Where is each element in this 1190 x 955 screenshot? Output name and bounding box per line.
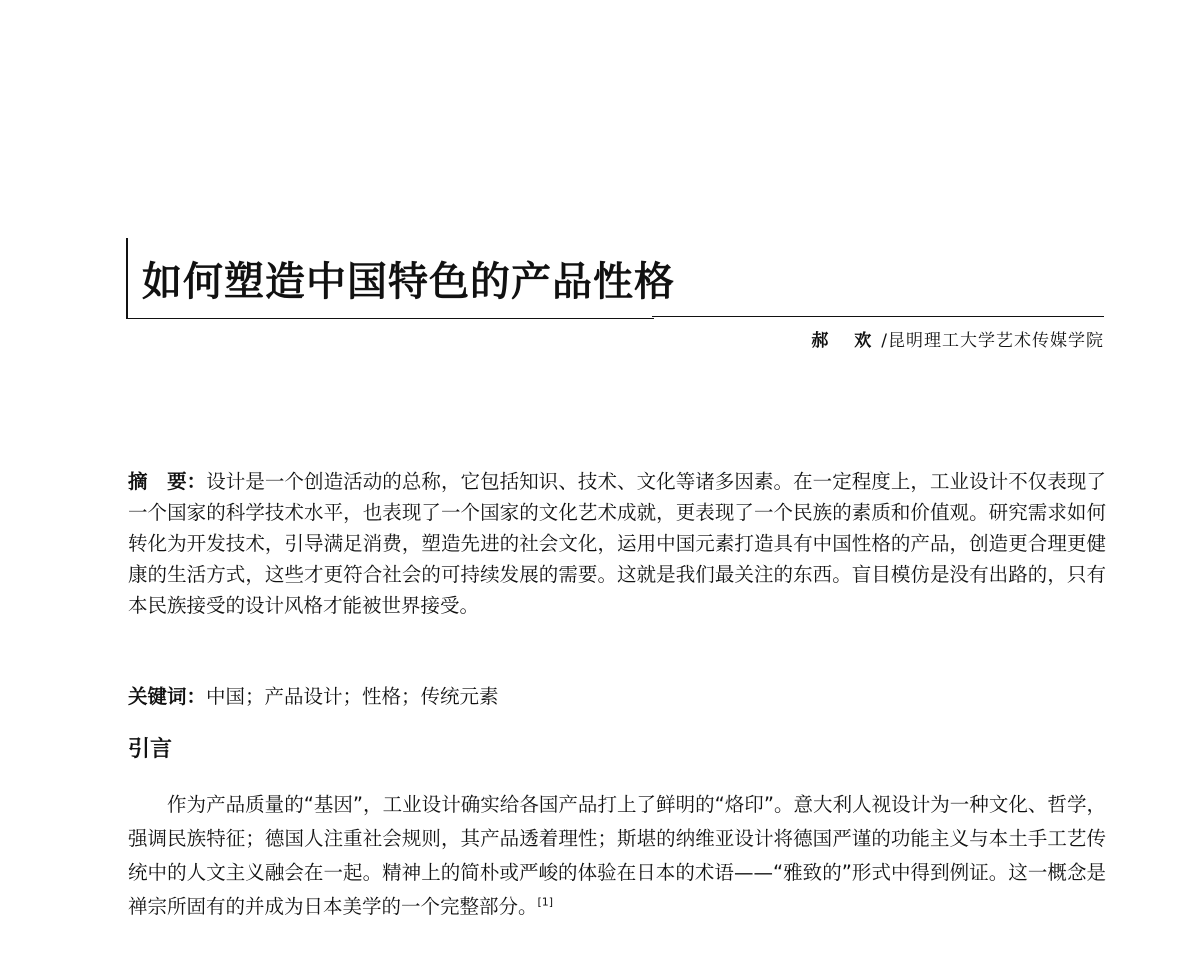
keywords bbox=[128, 681, 499, 712]
author-affiliation: /昆明理工大学艺术传媒学院 bbox=[881, 331, 1104, 351]
abstract bbox=[128, 466, 1106, 621]
title-rule bbox=[652, 316, 1104, 317]
intro-paragraph bbox=[128, 788, 1106, 924]
keywords-text: 中国；产品设计；性格；传统元素 bbox=[206, 685, 499, 708]
citation-marker[interactable]: [1] bbox=[537, 895, 554, 909]
author-line bbox=[811, 328, 1104, 354]
intro-text: 作为产品质量的“基因”，工业设计确实给各国产品打上了鲜明的“烙印”。意大利人视设计为一种文化、哲学，强调民族特征；德国人注重社会规则，其产品透着理性；斯堪的纳维亚设计将德国严谨的功能主义与本土手工艺传统中的人文主义融会在一起。精神上的简朴或严峻的体验在日本的术语——“雅致的”形式中得到例证。这一概念是禅宗所固有的并成为日本美学的一个完整部分。 bbox=[128, 793, 1106, 918]
section-heading: 引言 bbox=[128, 737, 173, 762]
article-title: 如何塑造中国特色的产品性格 bbox=[142, 259, 675, 305]
abstract-label: 摘 要： bbox=[128, 470, 207, 493]
keywords-label: 关键词： bbox=[128, 685, 207, 708]
author-name: 郝 欢 bbox=[811, 331, 882, 351]
abstract-text: 设计是一个创造活动的总称，它包括知识、技术、文化等诸多因素。在一定程度上，工业设计不仅表现了一个国家的科学技术水平，也表现了一个国家的文化艺术成就，更表现了一个民族的素质和价值观。研究需求如何转化为开发技术，引导满足消费，塑造先进的社会文化，运用中国元素打造具有中国性格的产品，创造更合理更健康的生活方式，这些才更符合社会的可持续发展的需要。这就是我们最关注的东西。盲目模仿是没有出路的，只有本民族接受的设计风格才能被世界接受。 bbox=[128, 470, 1106, 617]
